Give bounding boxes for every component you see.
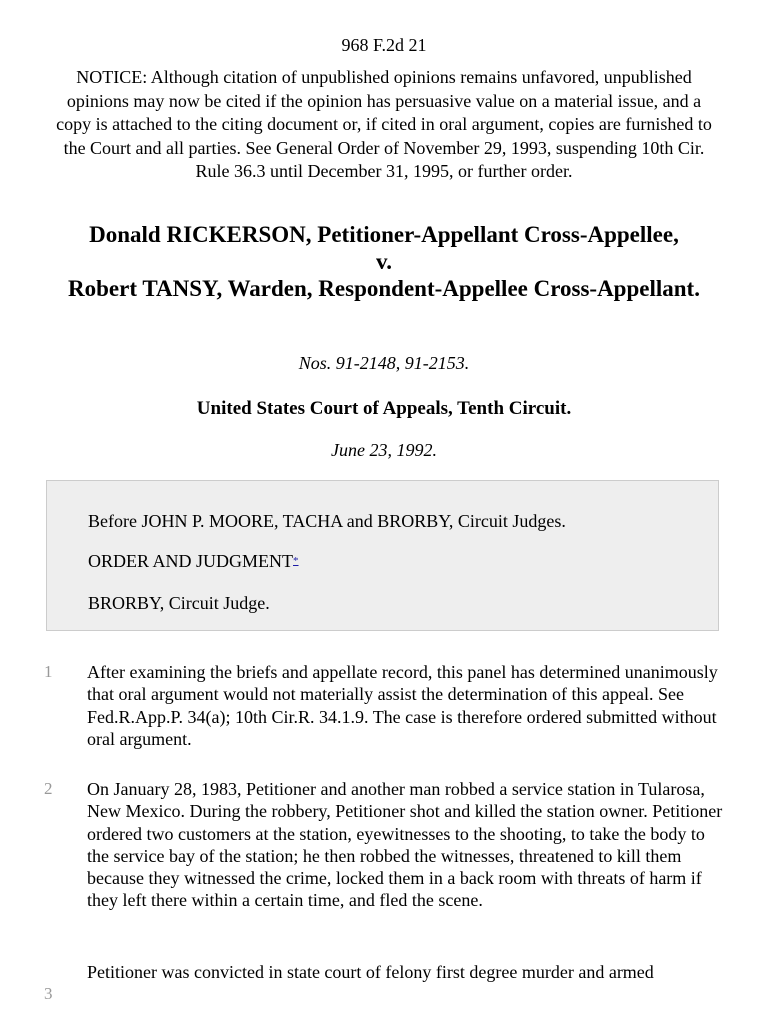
versus-line: v. — [376, 249, 392, 274]
paragraph-number: 2 — [44, 779, 53, 798]
petitioner-line: Donald RICKERSON, Petitioner-Appellant Cross-Appellee, — [89, 222, 679, 247]
paragraph-text: Petitioner was convicted in state court of felony first degree murder and armed — [87, 962, 654, 982]
panel-judges: Before JOHN P. MOORE, TACHA and BRORBY, Circuit Judges. — [88, 511, 566, 531]
order-title — [88, 550, 299, 572]
court-name: United States Court of Appeals, Tenth Circuit. — [196, 398, 572, 419]
panel-box — [46, 480, 719, 631]
citation: 968 F.2d 21 — [341, 35, 427, 55]
decision-date: June 23, 1992. — [331, 440, 437, 460]
case-caption — [40, 221, 728, 302]
order-title-text: ORDER AND JUDGMENT — [88, 551, 294, 571]
unpublished-notice: NOTICE: Although citation of unpublished opinions remains unfavored, unpublished opinions may now be cited if the opinion has persuasive value on a material issue, and a copy is attached to the citing document or, if cited in oral argument, copies are furnished to the Court and all parties. See General Order of November 29, 1993, suspending 10th Cir. Rule 36.3 until December 31, 1995, or further order. — [56, 67, 712, 181]
paragraph-number: 1 — [44, 662, 53, 681]
paragraph-text: After examining the briefs and appellate record, this panel has determined unanimously that oral argument would not materially assist the determination of this appeal. See Fed.R.App.P. 34(a); 10th Cir.R. 34.1.9. The case is therefore ordered submitted without oral argument. — [87, 662, 718, 749]
paragraph-text: On January 28, 1983, Petitioner and another man robbed a service station in Tularosa, New Mexico. During the robbery, Petitioner shot and killed the station owner. Petitioner ordered two customers at the station, eyewitnesses to the shooting, to take the body to the service bay of the station; he then robbed the witnesses, threatened to kill them because they witnessed the crime, locked them in a back room with threats of harm if they left there within a certain time, and fled the scene. — [87, 779, 723, 911]
respondent-line: Robert TANSY, Warden, Respondent-Appellee Cross-Appellant. — [68, 276, 700, 301]
footnote-link[interactable]: * — [293, 555, 299, 567]
opinion-author: BRORBY, Circuit Judge. — [88, 593, 270, 613]
paragraph-number: 3 — [44, 984, 53, 1003]
docket-numbers: Nos. 91-2148, 91-2153. — [298, 353, 470, 373]
